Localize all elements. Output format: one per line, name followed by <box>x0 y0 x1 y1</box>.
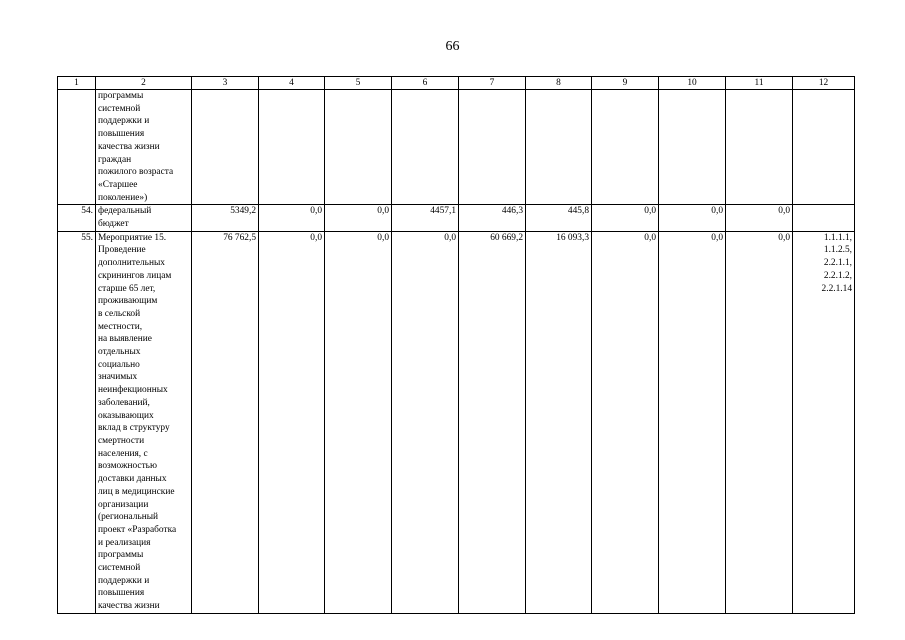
column-header: 1 <box>58 77 96 90</box>
value-cell: 446,3 <box>459 205 526 231</box>
value-cell <box>526 90 592 205</box>
column-header: 11 <box>726 77 793 90</box>
table-row-54 <box>58 205 855 231</box>
page-number: 66 <box>445 39 460 54</box>
value-cell: 0,0 <box>325 231 392 613</box>
value-cell: 0,0 <box>659 231 726 613</box>
value-cell: 0,0 <box>726 231 793 613</box>
reference-cell <box>793 205 855 231</box>
value-cell: 0,0 <box>325 205 392 231</box>
column-header: 6 <box>392 77 459 90</box>
row-number-cell <box>58 90 96 205</box>
value-cell <box>325 90 392 205</box>
column-header: 5 <box>325 77 392 90</box>
row-number-cell: 55. <box>58 231 96 613</box>
value-cell <box>659 90 726 205</box>
value-cell: 60 669,2 <box>459 231 526 613</box>
column-header: 7 <box>459 77 526 90</box>
row-name-cell: программы системной поддержки и повышения качества жизни граждан пожилого возраста «Старшее поколение») <box>96 90 192 205</box>
row-name-cell: Мероприятие 15. Проведение дополнительных скринингов лицам старше 65 лет, проживающим в сельской местности, на выявление отдельных социально значимых неинфекционных заболеваний, оказывающих вклад в структуру смертности населения, с возможностью доставки данных лиц в медицинские организации (региональный проект «Разработка и реализация программы системной поддержки и повышения качества жизни <box>96 231 192 613</box>
row-number-cell: 54. <box>58 205 96 231</box>
value-cell: 0,0 <box>726 205 793 231</box>
reference-cell: 1.1.1.1, 1.1.2.5, 2.2.1.1, 2.2.1.2, 2.2.1.14 <box>793 231 855 613</box>
value-cell <box>459 90 526 205</box>
value-cell: 0,0 <box>592 231 659 613</box>
value-cell <box>392 90 459 205</box>
value-cell <box>259 90 325 205</box>
column-header: 9 <box>592 77 659 90</box>
value-cell: 445,8 <box>526 205 592 231</box>
value-cell: 16 093,3 <box>526 231 592 613</box>
value-cell <box>192 90 259 205</box>
value-cell: 0,0 <box>259 231 325 613</box>
value-cell <box>726 90 793 205</box>
reference-cell <box>793 90 855 205</box>
column-header: 4 <box>259 77 325 90</box>
column-header: 8 <box>526 77 592 90</box>
value-cell: 5349,2 <box>192 205 259 231</box>
value-cell: 0,0 <box>659 205 726 231</box>
value-cell: 0,0 <box>592 205 659 231</box>
column-header: 2 <box>96 77 192 90</box>
value-cell: 0,0 <box>259 205 325 231</box>
column-header: 10 <box>659 77 726 90</box>
table-row-55 <box>58 231 855 613</box>
value-cell <box>592 90 659 205</box>
table-row-continuation <box>58 90 855 205</box>
row-name-cell: федеральный бюджет <box>96 205 192 231</box>
budget-table <box>57 76 855 614</box>
column-header: 12 <box>793 77 855 90</box>
header-row <box>58 77 855 90</box>
value-cell: 0,0 <box>392 231 459 613</box>
column-header: 3 <box>192 77 259 90</box>
value-cell: 4457,1 <box>392 205 459 231</box>
value-cell: 76 762,5 <box>192 231 259 613</box>
